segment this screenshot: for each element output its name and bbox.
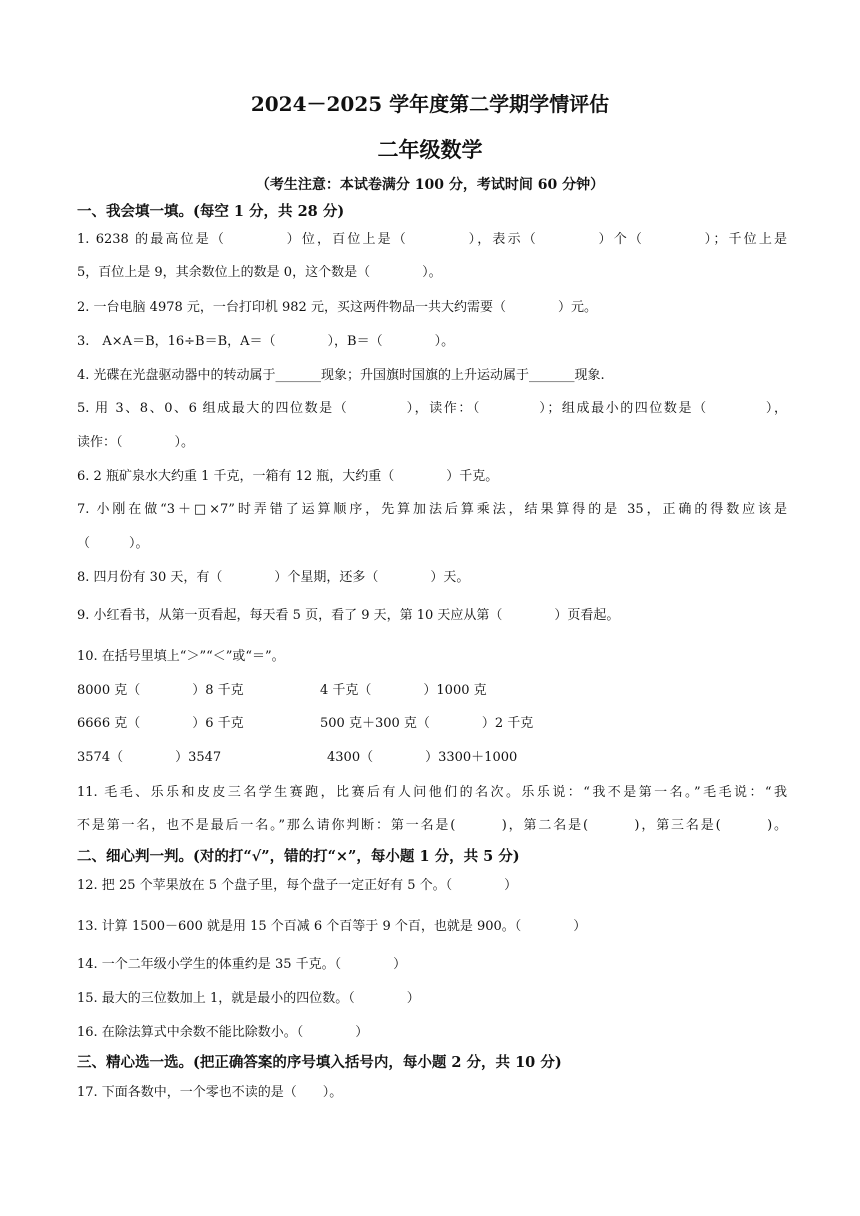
question-1-line-1: 1. 6238 的最高位是（ ）位，百位上是（ ），表示（ ）个（ ）；千位上是 bbox=[77, 232, 787, 247]
question-9: 9. 小红看书，从第一页看起，每天看 5 页，看了 9 天，第 10 天应从第（ ）页看起。 bbox=[77, 608, 620, 623]
question-12: 12. 把 25 个苹果放在 5 个盘子里，每个盘子一定正好有 5 个。（ ） bbox=[77, 878, 518, 893]
question-13: 13. 计算 1500－600 就是用 15 个百减 6 个百等于 9 个百，也就是 900。（ ） bbox=[77, 919, 587, 934]
question-10-item: 3574（ ）3547 bbox=[77, 750, 222, 765]
section-2-heading: 二、细心判一判。(对的打“√”，错的打“×”，每小题 1 分，共 5 分) bbox=[77, 848, 520, 865]
question-10-item: 6666 克（ ）6 千克 bbox=[77, 716, 244, 731]
exam-notice: （考生注意：本试卷满分 100 分，考试时间 60 分钟） bbox=[255, 177, 605, 193]
question-10: 10. 在括号里填上“＞”“＜”或“＝”。 bbox=[77, 649, 285, 664]
question-10-item: 4300（ ）3300＋1000 bbox=[327, 750, 518, 765]
question-2: 2. 一台电脑 4978 元，一台打印机 982 元，买这两件物品一共大约需要（ ）元。 bbox=[77, 300, 597, 315]
question-10-item: 4 千克（ ）1000 克 bbox=[320, 683, 487, 698]
question-3: 3. A×A＝B，16÷B＝B，A＝（ ），B＝（ ）。 bbox=[77, 334, 455, 349]
question-7-line-1: 7. 小刚在做“3＋□×7”时弄错了运算顺序，先算加法后算乘法，结果算得的是 35，正确的得数应该是 bbox=[77, 502, 787, 517]
section-3-heading: 三、精心选一选。(把正确答案的序号填入括号内，每小题 2 分，共 10 分) bbox=[77, 1054, 562, 1071]
exam-subject: 二年级数学 bbox=[377, 137, 483, 162]
question-6: 6. 2 瓶矿泉水大约重 1 千克，一箱有 12 瓶，大约重（ ）千克。 bbox=[77, 469, 499, 484]
question-11-line-2: 不是第一名，也不是最后一名。”那么请你判断：第一名是( )，第二名是( )，第三名是( )。 bbox=[77, 818, 787, 833]
question-4: 4. 光碟在光盘驱动器中的转动属于_______现象；升国旗时国旗的上升运动属于_______现象. bbox=[77, 368, 605, 383]
section-1-heading: 一、我会填一填。(每空 1 分，共 28 分) bbox=[77, 203, 345, 220]
exam-title: 2024－2025 学年度第二学期学情评估 bbox=[250, 92, 610, 116]
question-5-line-2: 读作：（ ）。 bbox=[77, 435, 195, 450]
question-15: 15. 最大的三位数加上 1，就是最小的四位数。（ ） bbox=[77, 991, 420, 1006]
question-16: 16. 在除法算式中余数不能比除数小。（ ） bbox=[77, 1025, 369, 1040]
question-8: 8. 四月份有 30 天，有（ ）个星期，还多（ ）天。 bbox=[77, 570, 470, 585]
question-10-item: 8000 克（ ）8 千克 bbox=[77, 683, 244, 698]
question-5-line-1: 5. 用 3、8、0、6 组成最大的四位数是（ ），读作：（ ）；组成最小的四位数是（ ）， bbox=[77, 401, 787, 416]
question-14: 14. 一个二年级小学生的体重约是 35 千克。（ ） bbox=[77, 957, 407, 972]
question-7-line-2: （ ）。 bbox=[77, 536, 149, 551]
question-1-line-2: 5，百位上是 9，其余数位上的数是 0，这个数是（ ）。 bbox=[77, 265, 442, 280]
question-11-line-1: 11. 毛毛、乐乐和皮皮三名学生赛跑，比赛后有人问他们的名次。乐乐说：“我不是第一名。”毛毛说：“我 bbox=[77, 785, 787, 800]
question-10-item: 500 克＋300 克（ ）2 千克 bbox=[320, 716, 534, 731]
question-17: 17. 下面各数中，一个零也不读的是（ ）。 bbox=[77, 1085, 343, 1100]
